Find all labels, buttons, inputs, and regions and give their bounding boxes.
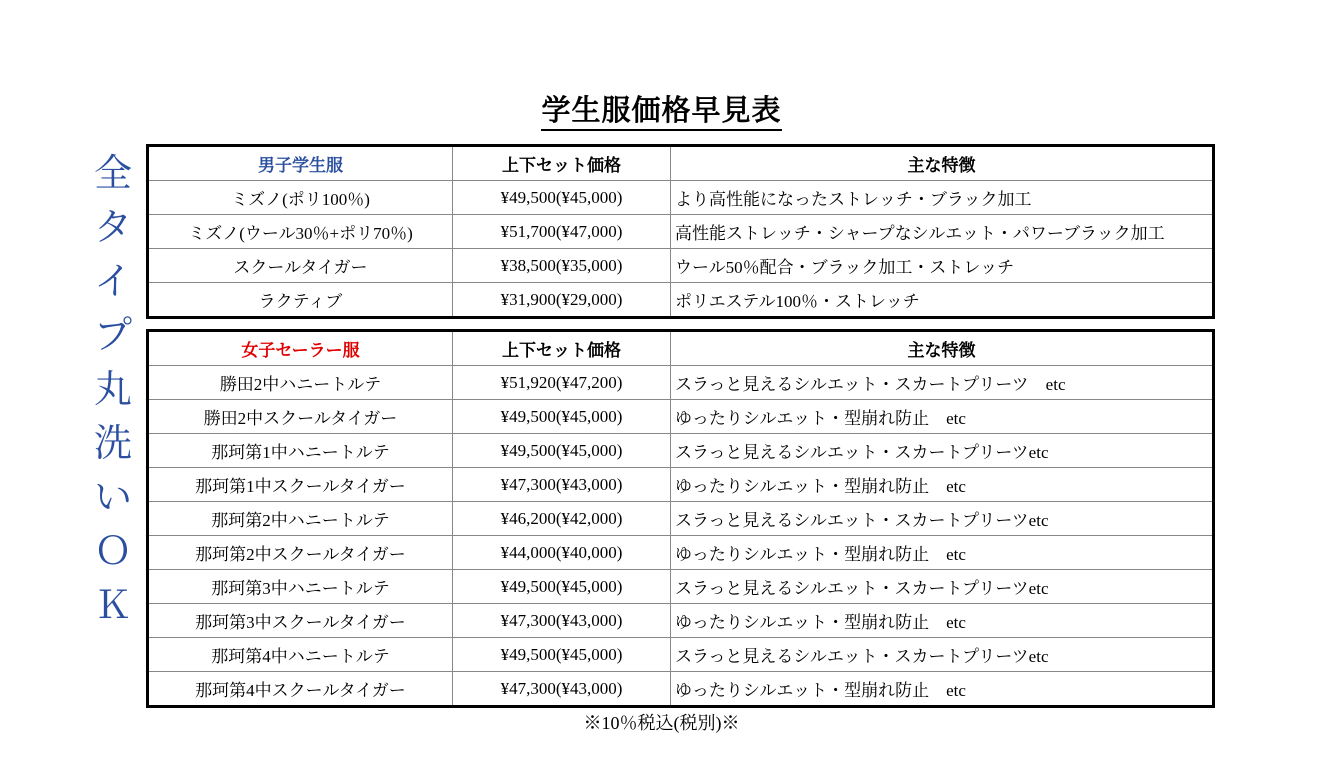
table-row <box>148 249 1214 283</box>
cell-feature: より高性能になったストレッチ・ブラック加工 <box>671 181 1214 215</box>
side-note-char: イ <box>93 260 132 303</box>
side-note-char: プ <box>93 314 132 357</box>
column-header-feature: 主な特徴 <box>671 331 1214 366</box>
cell-feature: ゆったりシルエット・型崩れ防止 etc <box>671 400 1214 434</box>
cell-price: ¥49,500(¥45,000) <box>453 570 671 604</box>
side-note-char: Ｏ <box>93 530 132 573</box>
cell-price: ¥31,900(¥29,000) <box>453 283 671 318</box>
girls-uniform-table-container <box>146 329 1212 708</box>
table-header-row <box>148 146 1214 181</box>
side-note-char: 丸 <box>93 368 132 411</box>
cell-price: ¥49,500(¥45,000) <box>453 638 671 672</box>
cell-product-name: 那珂第1中スクールタイガー <box>148 468 453 502</box>
cell-price: ¥51,920(¥47,200) <box>453 366 671 400</box>
cell-price: ¥44,000(¥40,000) <box>453 536 671 570</box>
cell-price: ¥38,500(¥35,000) <box>453 249 671 283</box>
cell-feature: ゆったりシルエット・型崩れ防止 etc <box>671 672 1214 707</box>
table-row <box>148 181 1214 215</box>
side-note-char: タ <box>93 206 132 249</box>
table-row <box>148 502 1214 536</box>
table-row <box>148 468 1214 502</box>
cell-product-name: 那珂第2中ハニートルテ <box>148 502 453 536</box>
table-row <box>148 283 1214 318</box>
cell-feature: 高性能ストレッチ・シャープなシルエット・パワーブラック加工 <box>671 215 1214 249</box>
cell-product-name: 那珂第3中ハニートルテ <box>148 570 453 604</box>
side-note-char: い <box>93 476 132 519</box>
cell-product-name: 那珂第1中ハニートルテ <box>148 434 453 468</box>
boys-uniform-table-container <box>146 144 1212 319</box>
side-note-char: Ｋ <box>93 584 132 627</box>
side-note-char: 洗 <box>93 422 132 465</box>
cell-price: ¥47,300(¥43,000) <box>453 468 671 502</box>
table-row <box>148 672 1214 707</box>
table-row <box>148 604 1214 638</box>
table-row <box>148 570 1214 604</box>
cell-product-name: ミズノ(ポリ100％) <box>148 181 453 215</box>
table-row <box>148 400 1214 434</box>
column-header-feature: 主な特徴 <box>671 146 1214 181</box>
cell-price: ¥46,200(¥42,000) <box>453 502 671 536</box>
side-note-vertical <box>85 148 141 634</box>
cell-feature: ゆったりシルエット・型崩れ防止 etc <box>671 604 1214 638</box>
table-row <box>148 366 1214 400</box>
table-row <box>148 434 1214 468</box>
boys-uniform-table <box>146 144 1215 319</box>
table-row <box>148 638 1214 672</box>
table-header-row <box>148 331 1214 366</box>
cell-product-name: スクールタイガー <box>148 249 453 283</box>
table-row <box>148 215 1214 249</box>
column-header-price: 上下セット価格 <box>453 331 671 366</box>
cell-product-name: 那珂第2中スクールタイガー <box>148 536 453 570</box>
cell-price: ¥47,300(¥43,000) <box>453 604 671 638</box>
cell-feature: スラっと見えるシルエット・スカートプリーツetc <box>671 502 1214 536</box>
cell-feature: スラっと見えるシルエット・スカートプリーツetc <box>671 434 1214 468</box>
cell-product-name: 勝田2中ハニートルテ <box>148 366 453 400</box>
cell-product-name: 勝田2中スクールタイガー <box>148 400 453 434</box>
cell-feature: スラっと見えるシルエット・スカートプリーツetc <box>671 638 1214 672</box>
cell-price: ¥49,500(¥45,000) <box>453 400 671 434</box>
cell-feature: ゆったりシルエット・型崩れ防止 etc <box>671 536 1214 570</box>
cell-product-name: 那珂第4中スクールタイガー <box>148 672 453 707</box>
page-title <box>0 88 1323 129</box>
tax-footnote: ※10％税込(税別)※ <box>583 713 740 733</box>
cell-feature: スラっと見えるシルエット・スカートプリーツetc <box>671 570 1214 604</box>
side-note-char: 全 <box>93 153 132 195</box>
column-header-product: 男子学生服 <box>148 146 453 181</box>
cell-feature: ポリエステル100％・ストレッチ <box>671 283 1214 318</box>
cell-price: ¥49,500(¥45,000) <box>453 434 671 468</box>
cell-product-name: ラクティブ <box>148 283 453 318</box>
cell-price: ¥51,700(¥47,000) <box>453 215 671 249</box>
column-header-price: 上下セット価格 <box>453 146 671 181</box>
cell-price: ¥47,300(¥43,000) <box>453 672 671 707</box>
cell-product-name: ミズノ(ウール30％+ポリ70％) <box>148 215 453 249</box>
cell-product-name: 那珂第4中ハニートルテ <box>148 638 453 672</box>
page-title-text: 学生服価格早見表 <box>541 95 781 131</box>
cell-price: ¥49,500(¥45,000) <box>453 181 671 215</box>
cell-feature: ゆったりシルエット・型崩れ防止 etc <box>671 468 1214 502</box>
cell-feature: スラっと見えるシルエット・スカートプリーツ etc <box>671 366 1214 400</box>
column-header-product: 女子セーラー服 <box>148 331 453 366</box>
table-row <box>148 536 1214 570</box>
cell-feature: ウール50％配合・ブラック加工・ストレッチ <box>671 249 1214 283</box>
girls-uniform-table <box>146 329 1215 708</box>
cell-product-name: 那珂第3中スクールタイガー <box>148 604 453 638</box>
